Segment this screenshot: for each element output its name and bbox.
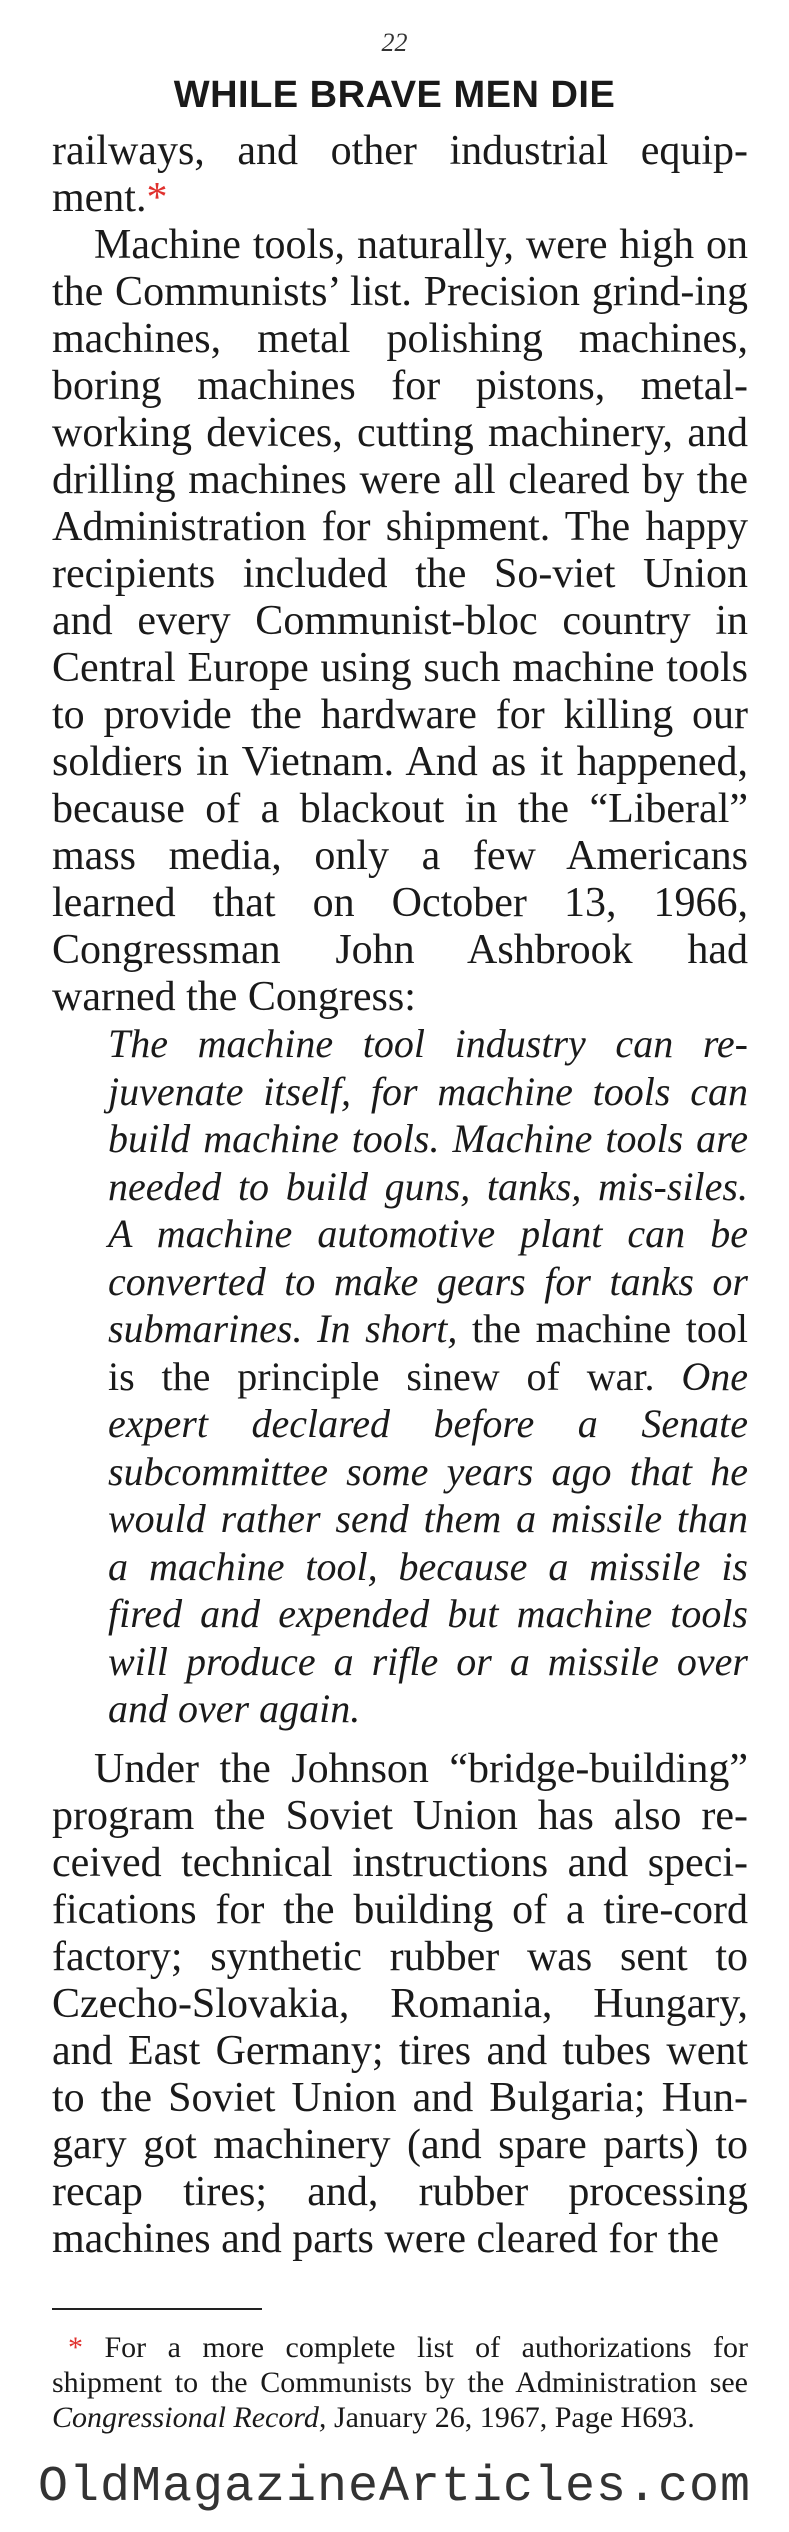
paragraph-continuation xyxy=(52,128,748,222)
paragraph-machine-tools: Machine tools, naturally, were high on the Communists’ list. Precision grind-ing machines, metal polishing machines, boring machines for pistons, metal-working devices, cutting machinery, and drilling machines were all cleared by the Administration for shipment. The happy recipients included the So-viet Union and every Communist-bloc country in Central Europe using such machine tools to provide the hardware for killing our soldiers in Vietnam. And as it happened, because of a blackout in the “Liberal” mass media, only a few Americans learned that on October 13, 1966, Congressman John Ashbrook had warned the Congress: xyxy=(52,222,748,1020)
body-text-bottom xyxy=(52,1746,748,2263)
footnote xyxy=(52,2330,748,2435)
running-head: WHILE BRAVE MEN DIE xyxy=(173,74,616,116)
paragraph-1-text: railways, and other industrial equip-ment. xyxy=(52,128,748,221)
body-text-top xyxy=(52,128,748,1021)
quote-roman: the machine tool is the principle sinew of war. xyxy=(108,1306,748,1399)
paragraph-bridge-building: Under the Johnson “bridge-building” program the Soviet Union has also re-ceived technical instructions and speci-fications for the building of a tire-cord factory; synthetic rubber was sent to Czecho-Slovakia, Romania, Hungary, and East Germany; tires and tubes went to the Soviet Union and Bulgaria; Hun-gary got machinery (and spare parts) to recap tires; and, rubber processing machines and parts were cleared for the xyxy=(52,1746,748,2262)
quote-paragraph xyxy=(108,1020,748,1733)
site-watermark: OldMagazineArticles.com xyxy=(0,2444,789,2532)
footnote-text-1: For a more complete list of authorizations for shipment to the Communists by the Administration see xyxy=(52,2331,748,2399)
footnote-text xyxy=(52,2330,748,2435)
block-quote-ashbrook xyxy=(108,1020,748,1733)
quote-italic-1: The machine tool industry can re-juvenate itself, for machine tools can build machine tools. Machine tools are needed to build guns, tanks, mis-siles. A machine automotive plant can be converted to make gears for tanks or submarines. In short, xyxy=(108,1021,748,1351)
footnote-text-2: January 26, 1967, Page H693. xyxy=(326,2401,695,2434)
footnote-mark: * xyxy=(68,2331,83,2364)
footnote-citation: Congressional Record, xyxy=(52,2401,327,2434)
quote-italic-2: One expert declared before a Senate subcommittee some years ago that he would rather send them a missile than a machine tool, because a missile is fired and expended but machine tools will produce a rifle or a missile over and over again. xyxy=(108,1353,748,1731)
footnote-divider xyxy=(52,2308,262,2310)
page-number: 22 xyxy=(381,28,408,57)
footnote-reference-mark: * xyxy=(146,175,168,221)
